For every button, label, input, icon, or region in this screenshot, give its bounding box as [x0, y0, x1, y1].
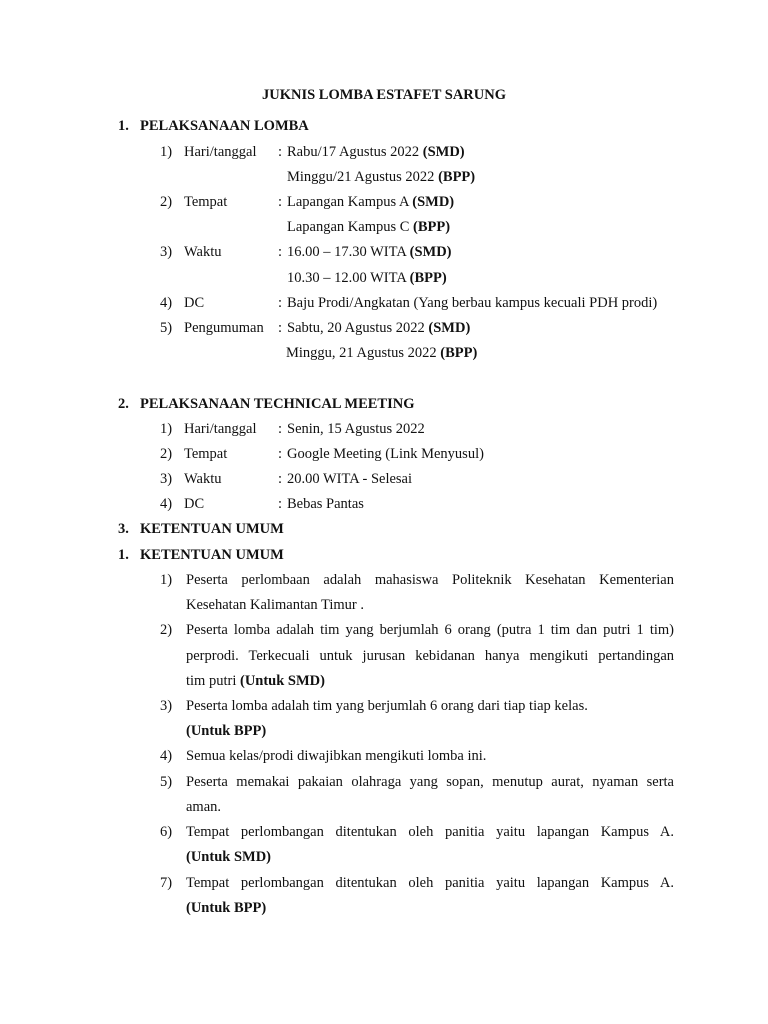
section-number: 1. [118, 118, 129, 134]
item-value: Google Meeting (Link Menyusul) [287, 446, 484, 462]
item-colon: : [278, 295, 283, 311]
item-colon: : [278, 446, 283, 462]
rule-text: aman. [186, 799, 222, 815]
item-number: 5) [160, 320, 173, 336]
item-value: Minggu/21 Agustus 2022 (BPP) [287, 169, 476, 185]
section-number: 2. [118, 396, 129, 412]
section-title: KETENTUAN UMUM [140, 547, 284, 563]
item-number: 3) [160, 471, 173, 487]
rule-text: tim putri (Untuk SMD) [186, 673, 325, 689]
item-label: DC [184, 496, 205, 512]
item-value: Senin, 15 Agustus 2022 [287, 421, 425, 437]
item-number: 4) [160, 295, 173, 311]
rule-text: Peserta memakai pakaian olahraga yang sopan, menutup aurat, nyaman serta [186, 774, 674, 790]
item-colon: : [278, 320, 283, 336]
rule-text: (Untuk BPP) [186, 900, 267, 916]
item-value: Bebas Pantas [287, 496, 364, 512]
item-colon: : [278, 496, 283, 512]
item-colon: : [278, 244, 283, 260]
item-colon: : [278, 194, 283, 210]
item-value: Rabu/17 Agustus 2022 (SMD) [287, 144, 465, 160]
item-number: 3) [160, 244, 173, 260]
item-value: 16.00 – 17.30 WITA (SMD) [287, 244, 452, 260]
item-colon: : [278, 144, 283, 160]
section-title: KETENTUAN UMUM [140, 521, 284, 537]
item-number: 1) [160, 572, 173, 588]
item-label: Waktu [184, 244, 222, 260]
item-number: 2) [160, 194, 173, 210]
item-colon: : [278, 421, 283, 437]
document-title: JUKNIS LOMBA ESTAFET SARUNG [261, 87, 506, 103]
section-number: 1. [118, 547, 129, 563]
item-number: 5) [160, 774, 173, 790]
item-value: 10.30 – 12.00 WITA (BPP) [287, 270, 447, 286]
rule-text: (Untuk SMD) [186, 849, 271, 865]
item-label: Pengumuman [184, 320, 264, 336]
rule-text: Tempat perlombangan ditentukan oleh panitia yaitu lapangan Kampus A. [186, 875, 674, 891]
item-label: Hari/tanggal [184, 144, 257, 160]
item-value: Minggu, 21 Agustus 2022 (BPP) [286, 345, 478, 361]
item-number: 6) [160, 824, 173, 840]
item-value: 20.00 WITA - Selesai [287, 471, 413, 487]
item-colon: : [278, 471, 283, 487]
rule-text: Tempat perlombangan ditentukan oleh panitia yaitu lapangan Kampus A. [186, 824, 674, 840]
item-label: Hari/tanggal [184, 421, 257, 437]
item-value: Lapangan Kampus C (BPP) [287, 219, 451, 235]
item-number: 7) [160, 875, 173, 891]
section-number: 3. [118, 521, 129, 537]
section-title: PELAKSANAAN LOMBA [140, 118, 309, 134]
item-number: 1) [160, 144, 173, 160]
item-number: 1) [160, 421, 173, 437]
item-number: 3) [160, 698, 173, 714]
item-number: 2) [160, 622, 173, 638]
item-label: Tempat [184, 194, 228, 210]
section-title: PELAKSANAAN TECHNICAL MEETING [140, 396, 415, 412]
item-label: Waktu [184, 471, 222, 487]
item-label: Tempat [184, 446, 228, 462]
rule-text: Kesehatan Kalimantan Timur . [186, 597, 365, 613]
rule-text: Peserta lomba adalah tim yang berjumlah 6 orang (putra 1 tim dan putri 1 tim) [186, 622, 674, 638]
rule-text: Semua kelas/prodi diwajibkan mengikuti lomba ini. [186, 748, 487, 764]
item-value: Sabtu, 20 Agustus 2022 (SMD) [287, 320, 471, 336]
rule-text: perprodi. Terkecuali untuk jurusan kebidanan hanya mengikuti pertandingan [186, 648, 674, 664]
item-number: 2) [160, 446, 173, 462]
item-number: 4) [160, 496, 173, 512]
item-number: 4) [160, 748, 173, 764]
rule-text: Peserta lomba adalah tim yang berjumlah 6 orang dari tiap tiap kelas. [186, 698, 588, 714]
item-value: Baju Prodi/Angkatan (Yang berbau kampus kecuali PDH prodi) [287, 295, 658, 311]
rule-text: (Untuk BPP) [186, 723, 267, 739]
rule-text: Peserta perlombaan adalah mahasiswa Politeknik Kesehatan Kementerian [186, 572, 674, 588]
item-value: Lapangan Kampus A (SMD) [287, 194, 455, 210]
item-label: DC [184, 295, 205, 311]
